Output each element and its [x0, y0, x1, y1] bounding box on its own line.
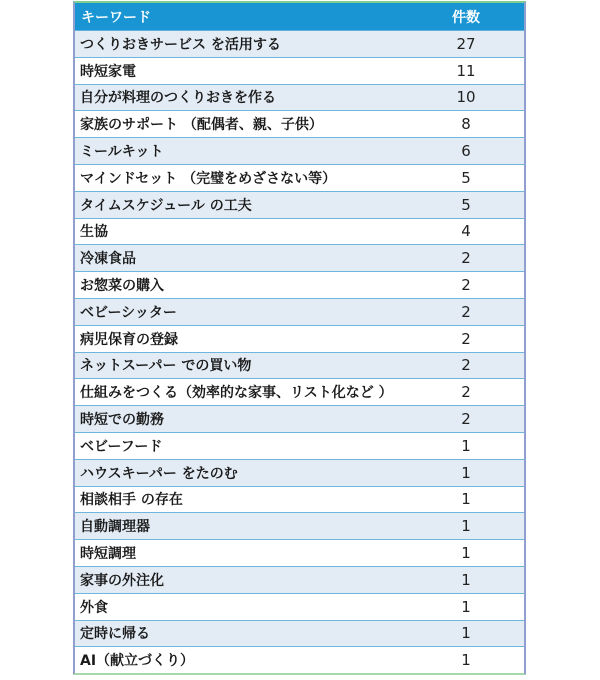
keyword-count-table-container — [73, 1, 526, 675]
keyword-cell: 定時に帰る — [75, 620, 416, 647]
keyword-cell: 時短での勤務 — [75, 406, 416, 433]
count-cell: 1 — [416, 593, 524, 620]
count-cell: 2 — [416, 325, 524, 352]
count-cell: 1 — [416, 486, 524, 513]
table-row — [75, 647, 524, 673]
count-cell: 1 — [416, 620, 524, 647]
table-row — [75, 620, 524, 647]
table-row — [75, 84, 524, 111]
keyword-cell: 外食 — [75, 593, 416, 620]
keyword-cell: お惣菜の購入 — [75, 272, 416, 299]
keyword-cell: マインドセット （完璧をめざさない等） — [75, 164, 416, 191]
count-cell: 1 — [416, 459, 524, 486]
count-cell: 1 — [416, 647, 524, 673]
keyword-cell: 仕組みをつくる（効率的な家事、リスト化など ） — [75, 379, 416, 406]
table-row — [75, 298, 524, 325]
keyword-cell: 自分が料理のつくりおきを作る — [75, 84, 416, 111]
table-row — [75, 486, 524, 513]
count-cell: 8 — [416, 111, 524, 138]
table-row — [75, 352, 524, 379]
table-row — [75, 111, 524, 138]
table-row — [75, 325, 524, 352]
keyword-cell: 時短調理 — [75, 540, 416, 567]
count-cell: 2 — [416, 406, 524, 433]
keyword-cell: 時短家電 — [75, 57, 416, 84]
table-row — [75, 191, 524, 218]
count-cell: 5 — [416, 191, 524, 218]
table-row — [75, 513, 524, 540]
count-cell: 4 — [416, 218, 524, 245]
keyword-cell: 家事の外注化 — [75, 566, 416, 593]
count-cell: 1 — [416, 432, 524, 459]
table-row — [75, 245, 524, 272]
header-count: 件数 — [416, 3, 524, 31]
header-row — [75, 3, 524, 31]
count-cell: 2 — [416, 379, 524, 406]
keyword-cell: 自動調理器 — [75, 513, 416, 540]
table-row — [75, 540, 524, 567]
count-cell: 2 — [416, 245, 524, 272]
count-cell: 2 — [416, 272, 524, 299]
table-row — [75, 272, 524, 299]
table-row — [75, 379, 524, 406]
keyword-cell: ミールキット — [75, 138, 416, 165]
keyword-cell: タイムスケジュール の工夫 — [75, 191, 416, 218]
header-keyword: キーワード — [75, 3, 416, 31]
keyword-cell: ネットスーパー での買い物 — [75, 352, 416, 379]
keyword-cell: 家族のサポート （配偶者、親、子供） — [75, 111, 416, 138]
table-row — [75, 218, 524, 245]
table-header — [75, 3, 524, 31]
count-cell: 1 — [416, 540, 524, 567]
table-row — [75, 138, 524, 165]
table-row — [75, 31, 524, 58]
count-cell: 1 — [416, 566, 524, 593]
keyword-cell: 生協 — [75, 218, 416, 245]
table-row — [75, 406, 524, 433]
count-cell: 2 — [416, 352, 524, 379]
count-cell: 5 — [416, 164, 524, 191]
keyword-cell: ベビーフード — [75, 432, 416, 459]
count-cell: 1 — [416, 513, 524, 540]
keyword-cell: 冷凍食品 — [75, 245, 416, 272]
table-row — [75, 57, 524, 84]
keyword-cell: 病児保育の登録 — [75, 325, 416, 352]
keyword-cell: ベビーシッター — [75, 298, 416, 325]
keyword-cell: ハウスキーパー をたのむ — [75, 459, 416, 486]
count-cell: 2 — [416, 298, 524, 325]
keyword-cell: AI（献立づくり） — [75, 647, 416, 673]
count-cell: 27 — [416, 31, 524, 58]
count-cell: 10 — [416, 84, 524, 111]
table-row — [75, 593, 524, 620]
keyword-cell: 相談相手 の存在 — [75, 486, 416, 513]
table-body — [75, 31, 524, 674]
count-cell: 6 — [416, 138, 524, 165]
table-row — [75, 566, 524, 593]
count-cell: 11 — [416, 57, 524, 84]
table-row — [75, 432, 524, 459]
keyword-cell: つくりおきサービス を活用する — [75, 31, 416, 58]
table-row — [75, 164, 524, 191]
table-row — [75, 459, 524, 486]
keyword-count-table — [75, 3, 524, 673]
